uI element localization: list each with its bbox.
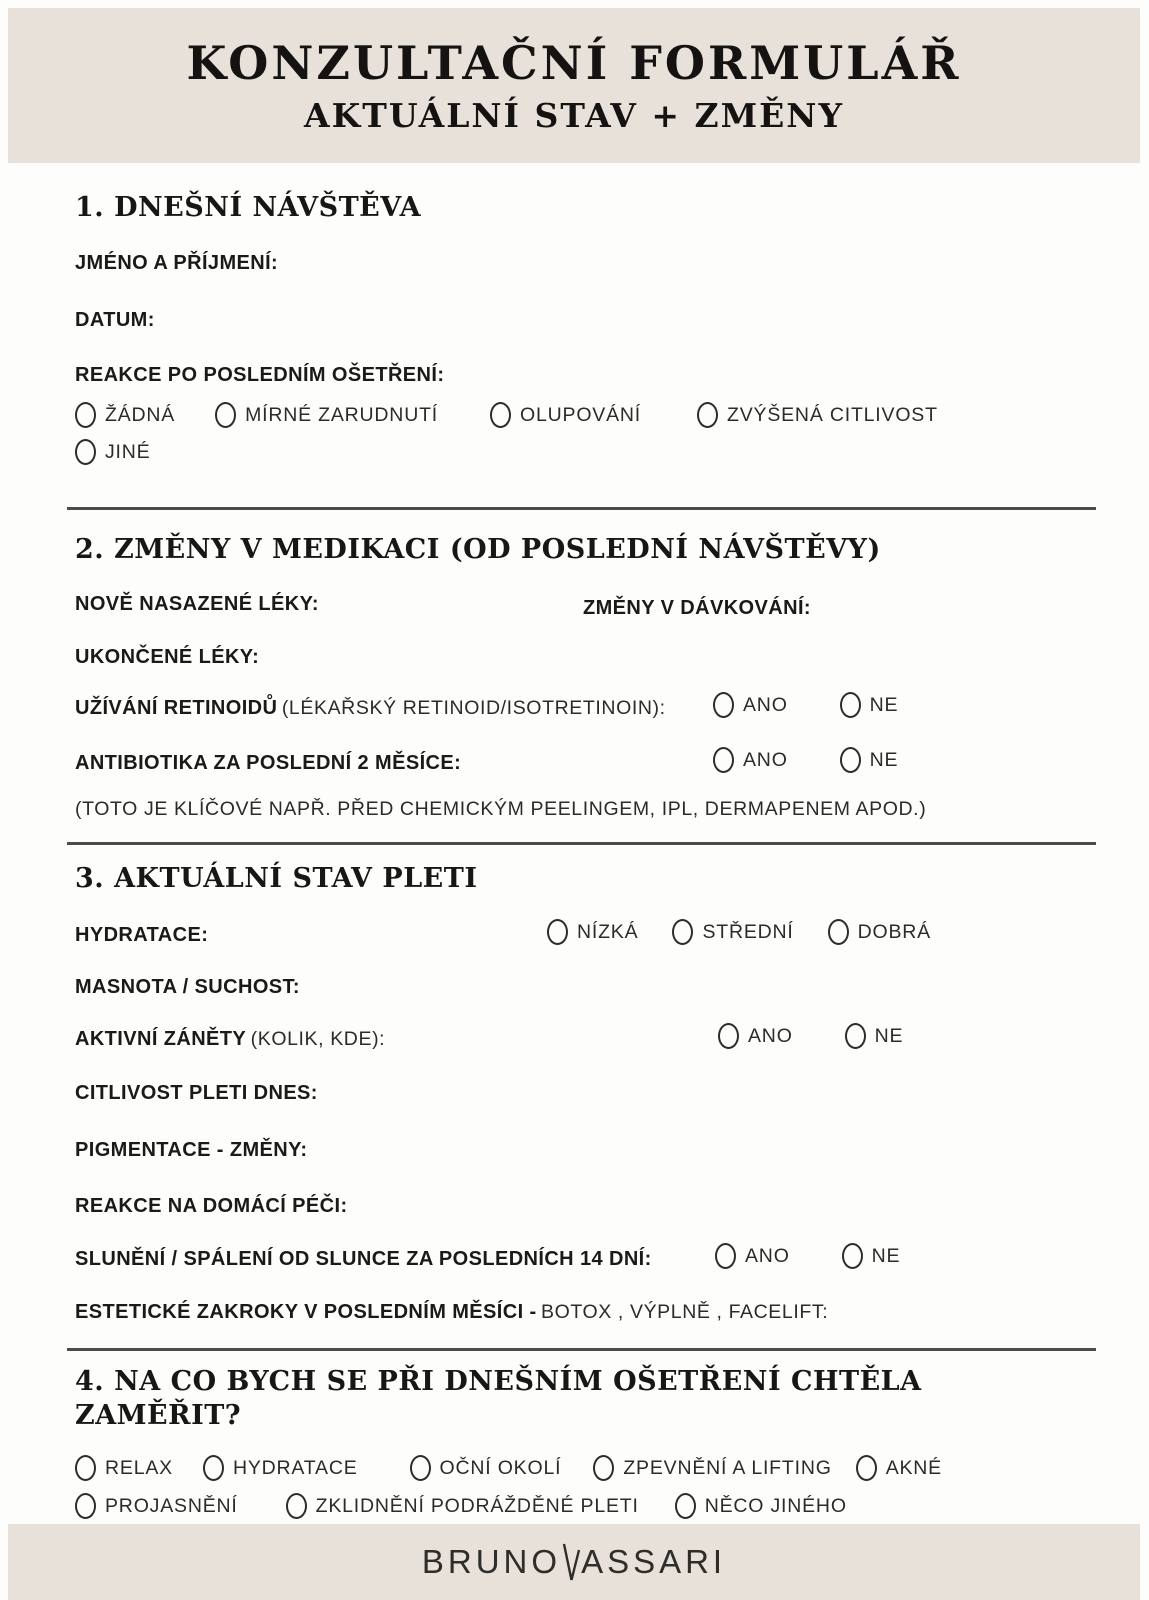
- retinoids-label: UŽÍVÁNÍ RETINOIDŮ: [75, 697, 278, 719]
- retinoids-yesno: [713, 692, 898, 718]
- radio-circle-icon[interactable]: [410, 1455, 431, 1481]
- retinoids-yes-option[interactable]: [713, 692, 788, 718]
- option-zvysena-citlivost[interactable]: [697, 402, 938, 428]
- radio-circle-icon[interactable]: [215, 402, 236, 428]
- focus-options-row2: [75, 1493, 1094, 1519]
- option-zklidneni-pleti[interactable]: [286, 1493, 639, 1519]
- radio-circle-icon[interactable]: [672, 919, 693, 945]
- hydration-label: HYDRATACE:: [75, 924, 209, 946]
- option-label: RELAX: [105, 1456, 173, 1479]
- no-label: NE: [871, 1244, 901, 1267]
- oiliness-label: MASNOTA / SUCHOST:: [75, 976, 300, 998]
- section1-title: 1. DNEŠNÍ NÁVŠTĚVA: [75, 192, 422, 223]
- aesthetic-label-detail: BOTOX , VÝPLNĚ , FACELIFT:: [541, 1301, 829, 1323]
- option-ocni-okoli[interactable]: [410, 1455, 562, 1481]
- radio-circle-icon[interactable]: [840, 692, 861, 718]
- form-content: [0, 163, 1149, 1519]
- option-olupovani[interactable]: [490, 402, 641, 428]
- yes-label: ANO: [748, 1024, 793, 1047]
- radio-circle-icon[interactable]: [856, 1455, 877, 1481]
- option-hydratace[interactable]: [203, 1455, 358, 1481]
- option-label: OČNÍ OKOLÍ: [439, 1456, 562, 1479]
- option-mirne-zarudnuti[interactable]: [215, 402, 438, 428]
- yes-label: ANO: [745, 1244, 790, 1267]
- antibiotics-no-option[interactable]: [840, 747, 899, 773]
- brand-text-right: ASSARI: [581, 1543, 727, 1580]
- inflammation-label-detail: (KOLIK, KDE):: [250, 1028, 386, 1050]
- reaction-field-label: REAKCE PO POSLEDNÍM OŠETŘENÍ:: [75, 364, 445, 386]
- option-projasneni[interactable]: [75, 1493, 238, 1519]
- inflammation-no-option[interactable]: [845, 1023, 904, 1049]
- radio-circle-icon[interactable]: [75, 439, 96, 465]
- hydration-options: [547, 919, 931, 945]
- radio-circle-icon[interactable]: [203, 1455, 224, 1481]
- option-label: ZPEVNĚNÍ A LIFTING: [623, 1456, 832, 1479]
- option-jine[interactable]: [75, 439, 150, 465]
- aesthetic-row: [75, 1300, 1094, 1324]
- antibiotics-note: (TOTO JE KLÍČOVÉ NAPŘ. PŘED CHEMICKÝM PEELINGEM, IPL, DERMAPENEM APOD.): [75, 798, 927, 820]
- retinoids-row: [75, 693, 1094, 726]
- retinoids-no-option[interactable]: [840, 692, 899, 718]
- yes-label: ANO: [743, 693, 788, 716]
- option-label: JINÉ: [105, 440, 151, 463]
- sun-exposure-label: SLUNĚNÍ / SPÁLENÍ OD SLUNCE ZA POSLEDNÍCH 14 DNÍ:: [75, 1248, 652, 1270]
- radio-circle-icon[interactable]: [840, 747, 861, 773]
- meds-row: [75, 592, 1094, 619]
- inflammation-yesno: [718, 1023, 903, 1049]
- sun-yesno: [715, 1243, 900, 1269]
- hydration-good-option[interactable]: [828, 919, 931, 945]
- inflammation-label: AKTIVNÍ ZÁNĚTY: [75, 1028, 247, 1050]
- radio-circle-icon[interactable]: [697, 402, 718, 428]
- brand-v-icon: [560, 1543, 582, 1591]
- ended-meds-label: UKONČENÉ LÉKY:: [75, 646, 260, 668]
- brand-text-left: BRUNO: [421, 1543, 562, 1580]
- antibiotics-label: ANTIBIOTIKA ZA POSLEDNÍ 2 MĚSÍCE:: [75, 752, 462, 774]
- radio-circle-icon[interactable]: [828, 919, 849, 945]
- brand-logo: [422, 1538, 726, 1586]
- option-label: ZVÝŠENÁ CITLIVOST: [727, 403, 938, 426]
- antibiotics-yesno: [713, 747, 898, 773]
- pigmentation-label: PIGMENTACE - ZMĚNY:: [75, 1139, 308, 1161]
- radio-circle-icon[interactable]: [75, 1493, 96, 1519]
- option-label: STŘEDNÍ: [702, 920, 794, 943]
- sun-yes-option[interactable]: [715, 1243, 790, 1269]
- option-label: ŽÁDNÁ: [105, 403, 176, 426]
- dosage-change-label: ZMĚNY V DÁVKOVÁNÍ:: [583, 597, 811, 619]
- hydration-row: [75, 920, 1094, 953]
- no-label: NE: [869, 693, 899, 716]
- option-label: AKNÉ: [885, 1456, 942, 1479]
- inflammation-yes-option[interactable]: [718, 1023, 793, 1049]
- antibiotics-yes-option[interactable]: [713, 747, 788, 773]
- focus-options-row1: [75, 1455, 1094, 1481]
- radio-circle-icon[interactable]: [842, 1243, 863, 1269]
- hydration-low-option[interactable]: [547, 919, 638, 945]
- radio-circle-icon[interactable]: [715, 1243, 736, 1269]
- option-label: OLUPOVÁNÍ: [520, 403, 641, 426]
- hydration-medium-option[interactable]: [672, 919, 793, 945]
- section-divider: [67, 1348, 1096, 1351]
- radio-circle-icon[interactable]: [713, 747, 734, 773]
- no-label: NE: [869, 748, 899, 771]
- reaction-options-row: [75, 402, 1094, 428]
- option-label: PROJASNĚNÍ: [105, 1494, 238, 1517]
- footer-band: [8, 1524, 1140, 1600]
- date-field-label: DATUM:: [75, 309, 155, 331]
- radio-circle-icon[interactable]: [490, 402, 511, 428]
- section-divider: [67, 507, 1096, 510]
- new-meds-label: NOVĚ NASAZENÉ LÉKY:: [75, 593, 319, 615]
- option-label: DOBRÁ: [857, 920, 931, 943]
- radio-circle-icon[interactable]: [593, 1455, 614, 1481]
- option-label: NÍZKÁ: [577, 920, 639, 943]
- radio-circle-icon[interactable]: [286, 1493, 307, 1519]
- homecare-label: REAKCE NA DOMÁCÍ PÉČI:: [75, 1195, 348, 1217]
- inflammation-row: [75, 1024, 1094, 1057]
- name-field-label: JMÉNO A PŘÍJMENÍ:: [75, 252, 279, 274]
- option-relax[interactable]: [75, 1455, 173, 1481]
- option-label: ZKLIDNĚNÍ PODRÁŽDĚNÉ PLETI: [315, 1494, 639, 1517]
- section4-title: 4. NA CO BYCH SE PŘI DNEŠNÍM OŠETŘENÍ CHTĚLA ZAMĚŘIT?: [75, 1366, 922, 1431]
- header-band: [8, 8, 1140, 163]
- radio-circle-icon[interactable]: [845, 1023, 866, 1049]
- yes-label: ANO: [743, 748, 788, 771]
- sensitivity-label: CITLIVOST PLETI DNES:: [75, 1082, 318, 1104]
- section2-title: 2. ZMĚNY V MEDIKACI (OD POSLEDNÍ NÁVŠTĚVY): [75, 534, 881, 565]
- option-akne[interactable]: [856, 1455, 942, 1481]
- antibiotics-row: [75, 748, 1094, 781]
- radio-circle-icon[interactable]: [675, 1493, 696, 1519]
- option-zpevneni-lifting[interactable]: [593, 1455, 831, 1481]
- form-title: KONZULTAČNÍ FORMULÁŘ: [186, 36, 962, 90]
- option-label: HYDRATACE: [232, 1456, 358, 1479]
- aesthetic-label: ESTETICKÉ ZAKROKY V POSLEDNÍM MĚSÍCI -: [75, 1301, 537, 1323]
- option-label: NĚCO JINÉHO: [704, 1494, 847, 1517]
- option-zadna[interactable]: [75, 402, 175, 428]
- radio-circle-icon[interactable]: [713, 692, 734, 718]
- sun-exposure-row: [75, 1244, 1094, 1277]
- form-subtitle: AKTUÁLNÍ STAV + ZMĚNY: [303, 96, 844, 135]
- radio-circle-icon[interactable]: [547, 919, 568, 945]
- retinoids-label-detail: (LÉKAŘSKÝ RETINOID/ISOTRETINOIN):: [281, 697, 666, 719]
- section-divider: [67, 842, 1096, 845]
- radio-circle-icon[interactable]: [75, 402, 96, 428]
- radio-circle-icon[interactable]: [718, 1023, 739, 1049]
- section3-title: 3. AKTUÁLNÍ STAV PLETI: [75, 863, 478, 894]
- no-label: NE: [874, 1024, 904, 1047]
- option-neco-jineho[interactable]: [675, 1493, 847, 1519]
- reaction-options-row2: [75, 439, 1094, 465]
- option-label: MÍRNÉ ZARUDNUTÍ: [245, 403, 439, 426]
- sun-no-option[interactable]: [842, 1243, 901, 1269]
- radio-circle-icon[interactable]: [75, 1455, 96, 1481]
